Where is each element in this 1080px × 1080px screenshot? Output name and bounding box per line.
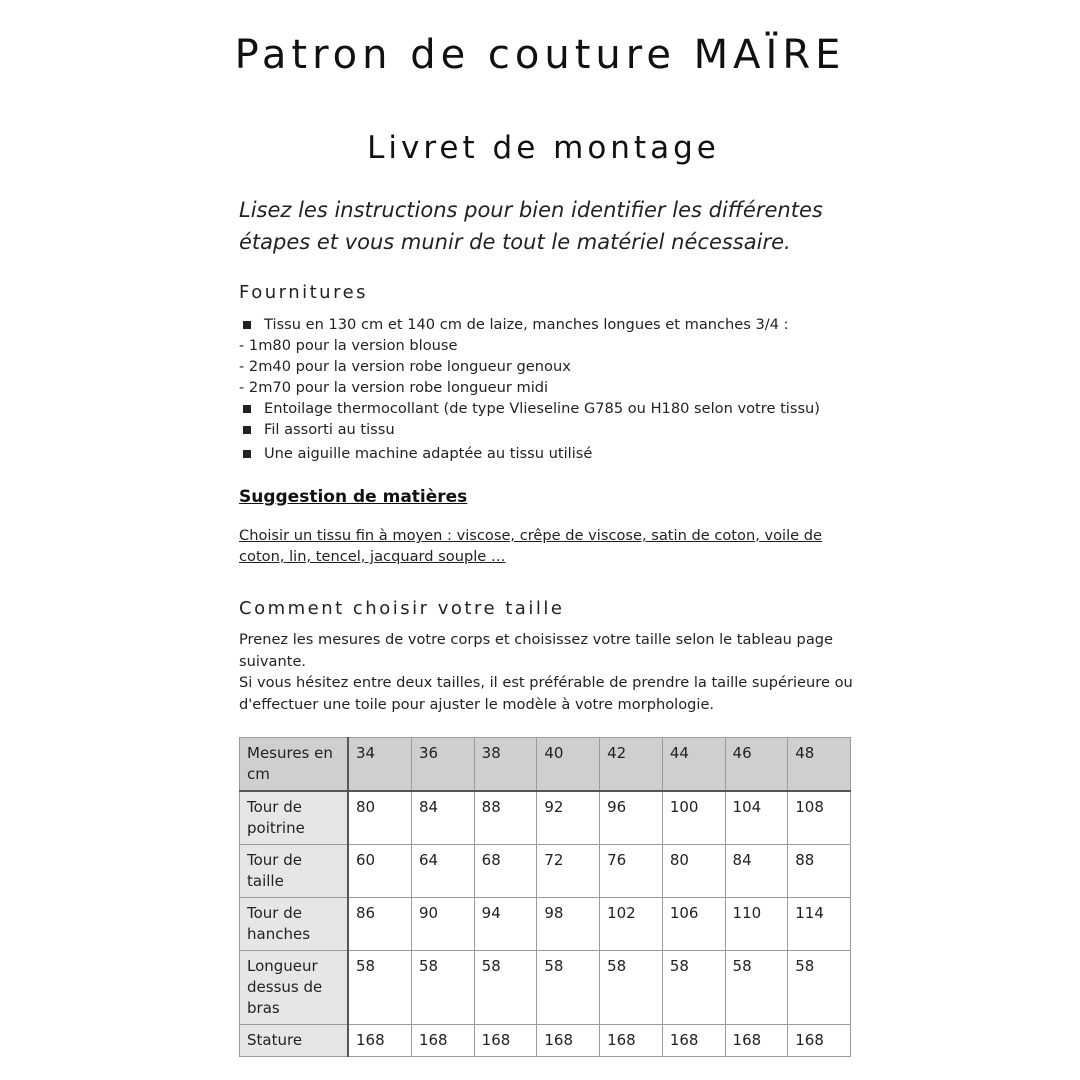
table-cell: 168: [348, 1025, 411, 1057]
table-cell: 108: [788, 791, 851, 845]
table-cell: 168: [600, 1025, 663, 1057]
list-item: Entoilage thermocollant (de type Vlieseline G785 ou H180 selon votre tissu): [239, 398, 859, 419]
table-cell: 98: [537, 898, 600, 951]
size-header: 44: [662, 738, 725, 792]
table-row: [240, 898, 851, 951]
table-cell: 168: [474, 1025, 537, 1057]
table-row: [240, 951, 851, 1025]
document-subtitle: Livret de montage: [367, 130, 720, 166]
table-cell: 64: [411, 845, 474, 898]
table-cell: 60: [348, 845, 411, 898]
table-row: [240, 845, 851, 898]
size-header: 40: [537, 738, 600, 792]
table-corner-header: Mesures en cm: [240, 738, 349, 792]
size-header: 34: [348, 738, 411, 792]
square-bullet-icon: [243, 405, 251, 413]
list-item: - 1m80 pour la version blouse: [239, 337, 458, 354]
table-cell: 106: [662, 898, 725, 951]
table-cell: 84: [725, 845, 788, 898]
size-chart-table: [239, 737, 851, 1057]
list-item: Fil assorti au tissu: [239, 419, 859, 440]
row-label: Tour de hanches: [240, 898, 349, 951]
table-header-row: [240, 738, 851, 792]
table-cell: 168: [537, 1025, 600, 1057]
table-cell: 80: [348, 791, 411, 845]
table-cell: 86: [348, 898, 411, 951]
table-cell: 84: [411, 791, 474, 845]
table-cell: 80: [662, 845, 725, 898]
table-cell: 90: [411, 898, 474, 951]
row-label: Stature: [240, 1025, 349, 1057]
table-cell: 168: [411, 1025, 474, 1057]
row-label: Longueur dessus de bras: [240, 951, 349, 1025]
table-cell: 104: [725, 791, 788, 845]
table-cell: 94: [474, 898, 537, 951]
table-cell: 58: [600, 951, 663, 1025]
list-item: Tissu en 130 cm et 140 cm de laize, manches longues et manches 3/4 :: [239, 314, 859, 335]
suggestion-text: Choisir un tissu fin à moyen : viscose, crêpe de viscose, satin de coton, voile de coton, lin, tencel, jacquard souple …: [239, 527, 823, 565]
size-header: 42: [600, 738, 663, 792]
list-item: - 2m70 pour la version robe longueur midi: [239, 379, 549, 396]
table-cell: 168: [788, 1025, 851, 1057]
suggestion-heading: Suggestion de matières: [239, 487, 468, 507]
table-cell: 168: [725, 1025, 788, 1057]
taille-paragraph-1: Prenez les mesures de votre corps et choisissez votre taille selon le tableau page suivante.: [239, 631, 834, 670]
square-bullet-icon: [243, 426, 251, 434]
square-bullet-icon: [243, 321, 251, 329]
table-cell: 88: [474, 791, 537, 845]
list-item: Une aiguille machine adaptée au tissu utilisé: [239, 443, 859, 464]
table-cell: 58: [348, 951, 411, 1025]
size-header: 36: [411, 738, 474, 792]
table-cell: 58: [537, 951, 600, 1025]
table-cell: 58: [474, 951, 537, 1025]
document-title: Patron de couture MAÏRE: [234, 32, 846, 78]
table-cell: 102: [600, 898, 663, 951]
table-cell: 58: [411, 951, 474, 1025]
list-item: - 2m40 pour la version robe longueur genoux: [239, 358, 571, 375]
row-label: Tour de poitrine: [240, 791, 349, 845]
taille-paragraph-2: Si vous hésitez entre deux tailles, il est préférable de prendre la taille supérieure ou d'effectuer une toile pour ajuster le modèle à votre morphologie.: [239, 674, 853, 713]
table-cell: 58: [662, 951, 725, 1025]
table-cell: 92: [537, 791, 600, 845]
intro-text: Lisez les instructions pour bien identifier les différentes étapes et vous munir de tout le matériel nécessaire.: [239, 198, 823, 254]
table-cell: 72: [537, 845, 600, 898]
table-cell: 68: [474, 845, 537, 898]
fournitures-list: [239, 314, 859, 464]
table-row: [240, 1025, 851, 1057]
table-cell: 88: [788, 845, 851, 898]
size-header: 38: [474, 738, 537, 792]
table-cell: 114: [788, 898, 851, 951]
size-header: 48: [788, 738, 851, 792]
table-cell: 58: [725, 951, 788, 1025]
table-cell: 58: [788, 951, 851, 1025]
size-header: 46: [725, 738, 788, 792]
fournitures-heading: Fournitures: [239, 282, 369, 303]
table-cell: 100: [662, 791, 725, 845]
taille-instructions: [239, 629, 869, 715]
table-cell: 96: [600, 791, 663, 845]
table-row: [240, 791, 851, 845]
square-bullet-icon: [243, 450, 251, 458]
taille-heading: Comment choisir votre taille: [239, 598, 565, 619]
table-cell: 110: [725, 898, 788, 951]
row-label: Tour de taille: [240, 845, 349, 898]
table-cell: 168: [662, 1025, 725, 1057]
table-cell: 76: [600, 845, 663, 898]
